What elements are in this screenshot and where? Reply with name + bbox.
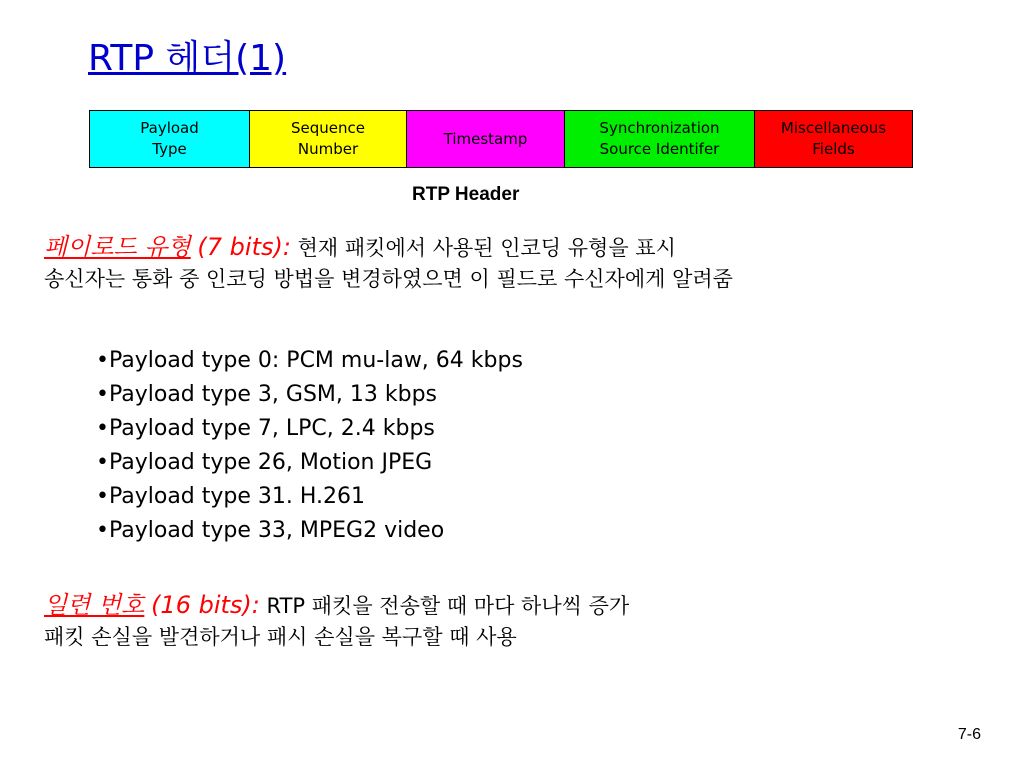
sequence-number-paragraph bbox=[44, 590, 1014, 653]
field-sync-source-identifier: Synchronization Source Identifer bbox=[565, 111, 755, 167]
payload-type-paragraph bbox=[44, 232, 1014, 295]
slide-title: RTP 헤더(1) bbox=[88, 38, 287, 79]
field-miscellaneous: Miscellaneous Fields bbox=[755, 111, 912, 167]
rtp-header-diagram bbox=[89, 110, 913, 168]
sequence-number-desc: RTP 패킷을 전송할 때 마다 하나씩 증가 bbox=[259, 594, 630, 618]
sequence-number-line2: 패킷 손실을 발견하거나 패시 손실을 복구할 때 사용 bbox=[44, 625, 517, 649]
field-payload-type: Payload Type bbox=[90, 111, 250, 167]
sequence-number-term: 일련 번호 bbox=[44, 591, 145, 619]
payload-type-list bbox=[96, 344, 523, 548]
sequence-number-bits: (16 bits): bbox=[151, 591, 260, 619]
list-item: •Payload type 33, MPEG2 video bbox=[96, 518, 445, 543]
payload-type-bits: (7 bits): bbox=[197, 233, 291, 261]
page-number: 7-6 bbox=[957, 726, 981, 743]
field-timestamp: Timestamp bbox=[407, 111, 565, 167]
diagram-caption: RTP Header bbox=[412, 184, 520, 205]
list-item: •Payload type 3, GSM, 13 kbps bbox=[96, 382, 437, 407]
list-item: •Payload type 26, Motion JPEG bbox=[96, 450, 433, 475]
list-item: •Payload type 31. H.261 bbox=[96, 484, 366, 509]
field-sequence-number: Sequence Number bbox=[250, 111, 407, 167]
payload-type-line2: 송신자는 통화 중 인코딩 방법을 변경하였으면 이 필드로 수신자에게 알려줌 bbox=[44, 267, 733, 291]
list-item: •Payload type 0: PCM mu-law, 64 kbps bbox=[96, 348, 523, 373]
payload-type-term: 페이로드 유형 bbox=[44, 233, 191, 261]
list-item: •Payload type 7, LPC, 2.4 kbps bbox=[96, 416, 435, 441]
payload-type-line1 bbox=[44, 232, 1014, 264]
sequence-number-line1 bbox=[44, 590, 1014, 622]
payload-type-desc: 현재 패킷에서 사용된 인코딩 유형을 표시 bbox=[290, 236, 676, 260]
